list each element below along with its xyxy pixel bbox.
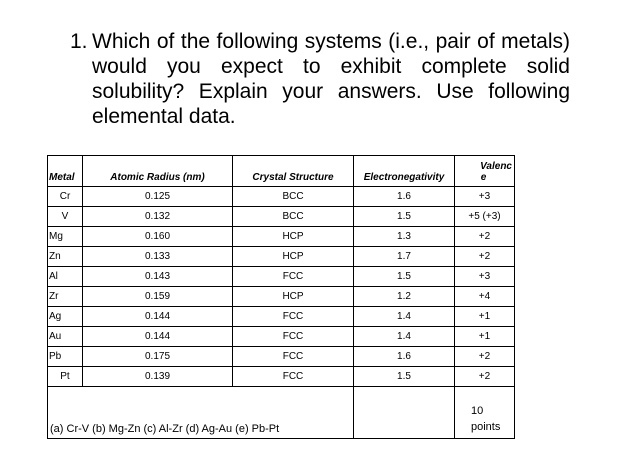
electronegativity-cell: 1.3 xyxy=(354,227,455,247)
table-row xyxy=(48,267,515,287)
metal-cell: V xyxy=(48,207,83,227)
points-cell xyxy=(455,387,515,439)
table-row xyxy=(48,307,515,327)
table-row xyxy=(48,367,515,387)
structure-cell: BCC xyxy=(233,207,354,227)
answer-options: (a) Cr-V (b) Mg-Zn (c) Al-Zr (d) Ag-Au (e) Pb-Pt xyxy=(48,387,354,439)
structure-cell: HCP xyxy=(233,227,354,247)
valence-cell: +1 xyxy=(455,327,515,347)
radius-cell: 0.139 xyxy=(83,367,233,387)
table-row xyxy=(48,247,515,267)
structure-cell: FCC xyxy=(233,327,354,347)
structure-cell: HCP xyxy=(233,247,354,267)
valence-cell: +3 xyxy=(455,267,515,287)
question-text: Which of the following systems (i.e., pair of metals) would you expect to exhibit complete solid solubility? Explain your answers. Use following elemental data. xyxy=(92,30,570,128)
valence-cell: +5 (+3) xyxy=(455,207,515,227)
electronegativity-cell: 1.6 xyxy=(354,347,455,367)
metal-cell: Zn xyxy=(48,247,83,267)
radius-cell: 0.175 xyxy=(83,347,233,367)
metal-cell: Ag xyxy=(48,307,83,327)
structure-cell: FCC xyxy=(233,367,354,387)
radius-cell: 0.159 xyxy=(83,287,233,307)
table-row xyxy=(48,207,515,227)
electronegativity-cell: 1.2 xyxy=(354,287,455,307)
table-row xyxy=(48,287,515,307)
header-metal: Metal xyxy=(48,156,83,187)
table-row xyxy=(48,227,515,247)
header-atomic-radius: Atomic Radius (nm) xyxy=(83,156,233,187)
valence-cell: +2 xyxy=(455,227,515,247)
table-row xyxy=(48,327,515,347)
radius-cell: 0.132 xyxy=(83,207,233,227)
header-electronegativity: Electronegativity xyxy=(354,156,455,187)
metal-cell: Pb xyxy=(48,347,83,367)
radius-cell: 0.144 xyxy=(83,307,233,327)
valence-cell: +2 xyxy=(455,347,515,367)
valence-cell: +1 xyxy=(455,307,515,327)
radius-cell: 0.133 xyxy=(83,247,233,267)
electronegativity-cell: 1.5 xyxy=(354,267,455,287)
header-valence-line2: e xyxy=(480,172,487,183)
metal-cell: Pt xyxy=(48,367,83,387)
metal-cell: Au xyxy=(48,327,83,347)
electronegativity-cell: 1.6 xyxy=(354,187,455,207)
table-row xyxy=(48,187,515,207)
header-valence xyxy=(455,156,515,187)
table-footer-row xyxy=(48,387,515,439)
electronegativity-cell: 1.4 xyxy=(354,327,455,347)
structure-cell: HCP xyxy=(233,287,354,307)
empty-footer-cell xyxy=(354,387,455,439)
header-valence-line1: Valenc xyxy=(480,161,512,172)
valence-cell: +2 xyxy=(455,247,515,267)
radius-cell: 0.144 xyxy=(83,327,233,347)
valence-cell: +2 xyxy=(455,367,515,387)
electronegativity-cell: 1.4 xyxy=(354,307,455,327)
metal-cell: Al xyxy=(48,267,83,287)
electronegativity-cell: 1.5 xyxy=(354,367,455,387)
valence-cell: +4 xyxy=(455,287,515,307)
structure-cell: FCC xyxy=(233,267,354,287)
radius-cell: 0.143 xyxy=(83,267,233,287)
structure-cell: FCC xyxy=(233,307,354,327)
table-header-row xyxy=(48,156,515,187)
metal-cell: Zr xyxy=(48,287,83,307)
valence-cell: +3 xyxy=(455,187,515,207)
metal-cell: Cr xyxy=(48,187,83,207)
electronegativity-cell: 1.7 xyxy=(354,247,455,267)
radius-cell: 0.160 xyxy=(83,227,233,247)
table-row xyxy=(48,347,515,367)
points-label: points xyxy=(471,421,501,433)
question-block xyxy=(70,29,570,129)
structure-cell: BCC xyxy=(233,187,354,207)
radius-cell: 0.125 xyxy=(83,187,233,207)
structure-cell: FCC xyxy=(233,347,354,367)
electronegativity-cell: 1.5 xyxy=(354,207,455,227)
metal-cell: Mg xyxy=(48,227,83,247)
header-crystal-structure: Crystal Structure xyxy=(233,156,354,187)
elemental-data-table xyxy=(47,155,515,439)
question-number: 1. xyxy=(70,30,88,53)
points-value: 10 xyxy=(471,405,484,417)
